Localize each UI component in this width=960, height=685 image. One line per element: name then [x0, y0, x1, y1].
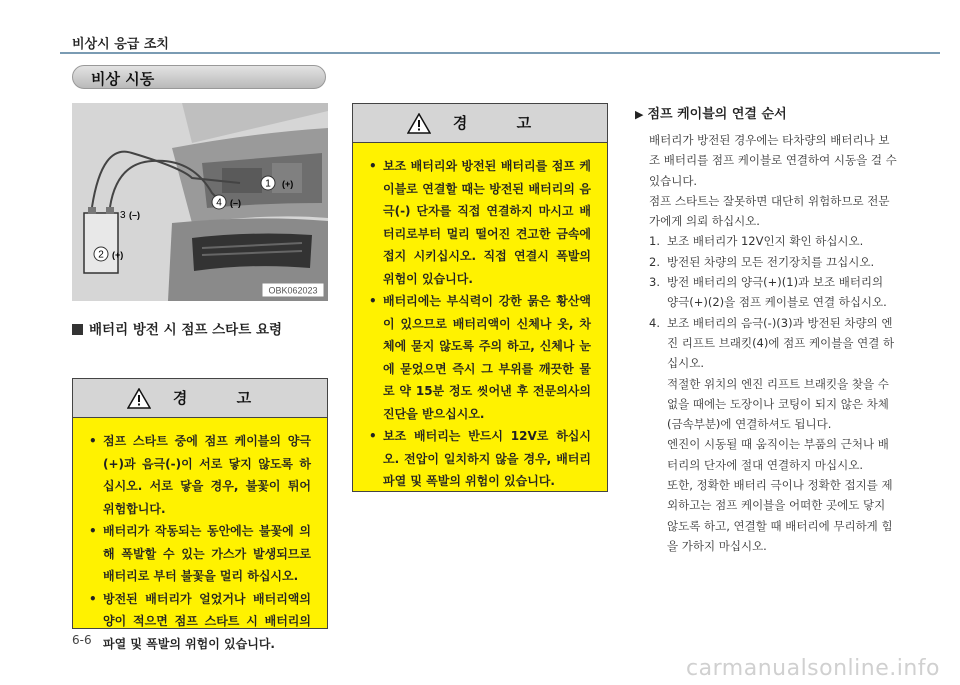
warning-item: • 보조 배터리는 반드시 12V로 하십시오. 전압이 일치하지 않을 경우, 배터리 파열 및 폭발의 위험이 있습니다.	[383, 425, 591, 493]
step-item	[649, 313, 897, 374]
step-item	[649, 231, 897, 251]
label-2-polarity: (+)	[112, 250, 124, 260]
warning-item: • 점프 스타트 중에 점프 케이블의 양극(+)과 음극(-)이 서로 닿지 않도록 하십시오. 서로 닿을 경우, 불꽃이 튀어 위험합니다.	[103, 430, 311, 520]
step-note: 또한, 정확한 배터리 극이나 정확한 접지를 제외하고는 점프 케이블을 어떠한 곳에도 닿지 않도록 하고, 연결할 때 배터리에 무리하게 힘을 가하지 마십시오.	[667, 478, 893, 553]
label-2: 2	[98, 249, 104, 261]
subheading	[72, 318, 282, 338]
warning-list	[353, 143, 607, 493]
jump-start-illustration	[72, 103, 328, 301]
step-number: 4.	[649, 315, 660, 330]
intro-paragraph: 배터리가 방전된 경우에는 타차량의 배터리나 보조 배터리를 점프 케이블로 연결하여 시동을 걸 수 있습니다.	[649, 133, 897, 188]
label-1: 1	[265, 178, 271, 190]
label-4: 4	[216, 197, 222, 209]
warning-item: • 배터리가 작동되는 동안에는 불꽃에 의해 폭발할 수 있는 가스가 발생되므로 배터리로 부터 불꽃을 멀리 하십시오.	[103, 520, 311, 588]
intro-paragraph: 점프 스타트는 잘못하면 대단히 위험하므로 전문가에게 의뢰 하십시오.	[649, 193, 890, 229]
label-1-polarity: (+)	[282, 179, 294, 189]
car-engine-diagram	[72, 103, 328, 301]
triangle-right-icon: ▶	[635, 108, 644, 121]
warning-item: • 보조 배터리와 방전된 배터리를 점프 케이블로 연결할 때는 방전된 배터리의 음극(-) 단자를 직접 연결하지 마시고 배터리로부터 멀리 떨어진 견고한 금속에 접지 시키십시오. 직접 연결시 폭발의 위험이 있습니다.	[383, 155, 591, 290]
step-number: 3.	[649, 275, 660, 290]
warning-title: 경 고	[452, 114, 554, 132]
step-text: 방전된 차량의 모든 전기장치를 끄십시오.	[667, 254, 875, 269]
procedure-body	[635, 130, 897, 556]
procedure-title-text: 점프 케이블의 연결 순서	[647, 107, 787, 122]
warning-header	[73, 379, 327, 418]
chapter-title: 비상시 응급 조치	[72, 37, 169, 52]
warning-box-2	[352, 103, 608, 492]
step-text: 방전 배터리의 양극(+)(1)과 보조 배터리의 양극(+)(2)을 점프 케이블로 연결 하십시오.	[667, 275, 887, 310]
header-divider	[60, 52, 940, 54]
label-4-polarity: (–)	[230, 198, 241, 208]
jump-cable-procedure	[635, 103, 897, 556]
procedure-title	[635, 103, 897, 122]
warning-list	[73, 418, 327, 655]
section-title: 비상 시동	[91, 70, 155, 88]
warning-triangle-icon	[127, 388, 151, 409]
step-note: 적절한 위치의 엔진 리프트 브래킷을 찾을 수 없을 때에는 도장이나 코팅이 되지 않은 차체 (금속부분)에 연결하셔도 됩니다.	[667, 376, 889, 432]
step-item	[649, 272, 897, 313]
step-number: 2.	[649, 254, 660, 269]
warning-title: 경 고	[172, 389, 274, 407]
label-3: 3	[120, 210, 126, 221]
warning-item: • 방전된 배터리가 얼었거나 배터리액의 양이 적으면 점프 스타트 시 배터리의 파열 및 폭발의 위험이 있습니다.	[103, 588, 311, 656]
figure-code: OBK062023	[268, 285, 318, 296]
step-text: 보조 배터리의 음극(-)(3)과 방전된 차량의 엔진 리프트 브래킷(4)에 점프 케이블을 연결 하십시오.	[667, 315, 895, 371]
step-text: 보조 배터리가 12V인지 확인 하십시오.	[667, 234, 864, 249]
label-3-polarity: (–)	[129, 210, 140, 220]
square-bullet-icon	[72, 324, 83, 335]
warning-item: • 배터리에는 부식력이 강한 묽은 황산액이 있으므로 배터리액이 신체나 옷, 차체에 묻지 않도록 주의 하고, 신체나 눈에 묻었으면 즉시 그 부위를 깨끗한 물로 약 15분 정도 씻어낸 후 전문의사의 진단을 받으십시오.	[383, 290, 591, 425]
step-note: 엔진이 시동될 때 움직이는 부품의 근처나 배터리의 단자에 절대 연결하지 마십시오.	[667, 437, 889, 472]
page-number: 6-6	[72, 633, 92, 647]
warning-triangle-icon	[407, 113, 431, 134]
watermark: carmanualsonline.info	[686, 656, 940, 681]
warning-header	[353, 104, 607, 143]
section-banner	[72, 65, 326, 89]
subheading-text: 배터리 방전 시 점프 스타트 요령	[89, 322, 283, 338]
step-number: 1.	[649, 234, 660, 249]
step-item	[649, 252, 897, 272]
